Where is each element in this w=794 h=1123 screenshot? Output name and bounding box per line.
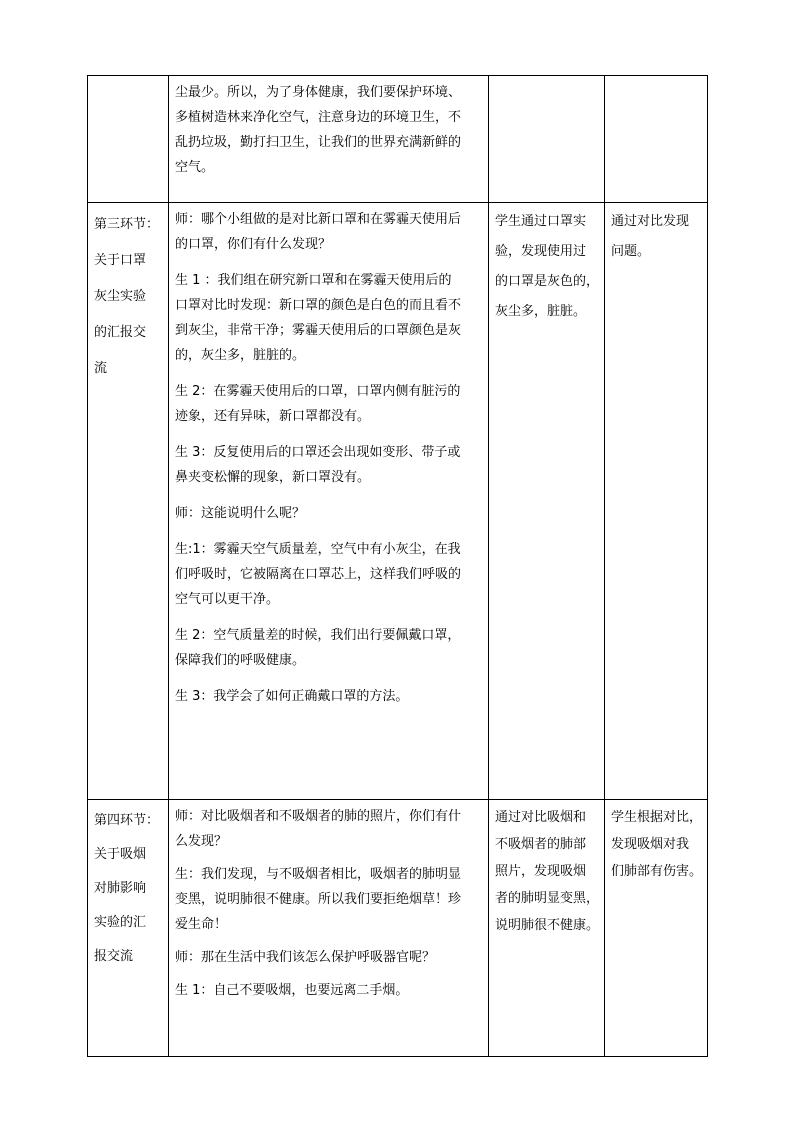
student-activity-line: 说明肺很不健康。 [495,918,600,933]
stage-label-line: 的汇报交 [94,325,147,340]
process-paragraph [175,537,482,612]
process-text-line: 生 1：自己不要吸烟，也要远离二手烟。 [175,983,409,998]
student-activity-line: 通过对比吸烟和 [495,810,587,825]
lesson-plan-table [87,75,708,1057]
process-text-line: 变黑，说明肺很不健康。所以我们要拒绝烟草！珍 [175,892,462,907]
table-row [88,76,708,203]
process-text-line: 师：对比吸烟者和不吸烟者的肺的照片，你们有什 [175,809,462,824]
process-text-line: 多植树造林来净化空气，注意身边的环境卫生，不 [175,110,462,125]
process-cell [169,800,489,1057]
process-text-line: 尘最少。所以，为了身体健康，我们要保护环境、 [175,85,462,100]
student-activity-line: 不吸烟者的肺部 [495,837,587,852]
process-text-line: 师：这能说明什么呢？ [175,506,306,521]
process-text-line: 们呼吸时，它被隔离在口罩芯上，这样我们呼吸的 [175,567,462,582]
student-activity-cell [489,203,605,800]
process-paragraph [175,684,482,709]
student-activity-line: 的口罩是灰色的， [495,274,600,289]
process-text-line: 师：那在生活中我们该怎么保护呼吸器官呢？ [175,950,436,965]
table-row [88,203,708,800]
stage-label-line: 关于吸烟 [94,847,147,862]
process-paragraph [175,501,482,526]
process-text-line: 么发现？ [175,834,228,849]
stage-label-line: 灰尘实验 [94,289,147,304]
process-text-line: 爱生命！ [175,917,228,932]
process-cell [169,76,489,203]
process-paragraph [175,945,482,970]
process-text-line: 的，灰尘多，脏脏的。 [175,348,306,363]
process-text-line: 生 2：在雾霾天使用后的口罩，口罩内侧有脏污的 [175,384,461,399]
design-intent-line: 学生根据对比， [611,810,703,825]
stage-label-line: 第四环节： [94,813,160,828]
process-text-line: 生:1：雾霾天空气质量差，空气中有小灰尘，在我 [175,542,461,557]
process-text-line: 生 3：反复使用后的口罩还会出现如变形、带子或 [175,445,461,460]
process-text-line: 保障我们的呼吸健康。 [175,653,306,668]
stage-cell [88,203,169,800]
stage-label-line: 对肺影响 [94,881,147,896]
table-row [88,800,708,1057]
student-activity-line: 照片，发现吸烟 [495,864,587,879]
stage-label-line: 流 [94,361,108,376]
process-paragraph [175,440,482,490]
design-intent-line: 通过对比发现 [611,214,690,229]
process-paragraph [175,623,482,673]
stage-cell [88,800,169,1057]
design-intent-line: 问题。 [611,244,651,259]
student-activity-line: 验，发现使用过 [495,244,587,259]
process-text-line: 空气。 [175,160,215,175]
design-intent-cell [605,76,708,203]
student-activity-line: 灰尘多，脏脏。 [495,304,587,319]
student-activity-cell [489,800,605,1057]
process-paragraph [175,207,482,257]
stage-cell [88,76,169,203]
design-intent-cell [605,203,708,800]
process-paragraph [175,862,482,937]
process-text-line: 口罩对比时发现：新口罩的颜色是白色的而且看不 [175,298,462,313]
stage-label-line: 关于口罩 [94,253,147,268]
process-cell [169,203,489,800]
process-paragraph [175,804,482,854]
process-text-line: 生：我们发现，与不吸烟者相比，吸烟者的肺明显 [175,867,462,882]
process-text-line: 迹象，还有异味，新口罩都没有。 [175,409,371,424]
process-text-line: 鼻夹变松懈的现象，新口罩没有。 [175,470,371,485]
process-paragraph [175,379,482,429]
process-text-line: 空气可以更干净。 [175,592,280,607]
stage-label-line: 实验的汇 [94,915,147,930]
student-activity-line: 者的肺明显变黑， [495,891,600,906]
process-paragraph [175,268,482,368]
design-intent-cell [605,800,708,1057]
stage-label-line: 报交流 [94,949,134,964]
process-text-line: 乱扔垃圾，勤打扫卫生，让我们的世界充满新鲜的 [175,135,462,150]
process-paragraph [175,80,482,180]
process-paragraph [175,978,482,1003]
process-text-line: 生 2：空气质量差的时候，我们出行要佩戴口罩， [175,628,461,643]
design-intent-line: 发现吸烟对我 [611,837,690,852]
process-text-line: 到灰尘，非常干净；雾霾天使用后的口罩颜色是灰 [175,323,462,338]
student-activity-cell [489,76,605,203]
process-text-line: 生 3：我学会了如何正确戴口罩的方法。 [175,689,409,704]
process-text-line: 生 1 ：我们组在研究新口罩和在雾霾天使用后的 [175,273,452,288]
design-intent-line: 们肺部有伤害。 [611,864,703,879]
process-text-line: 的口罩，你们有什么发现？ [175,237,332,252]
stage-label-line: 第三环节： [94,217,160,232]
process-text-line: 师：哪个小组做的是对比新口罩和在雾霾天使用后 [175,212,462,227]
student-activity-line: 学生通过口罩实 [495,214,587,229]
